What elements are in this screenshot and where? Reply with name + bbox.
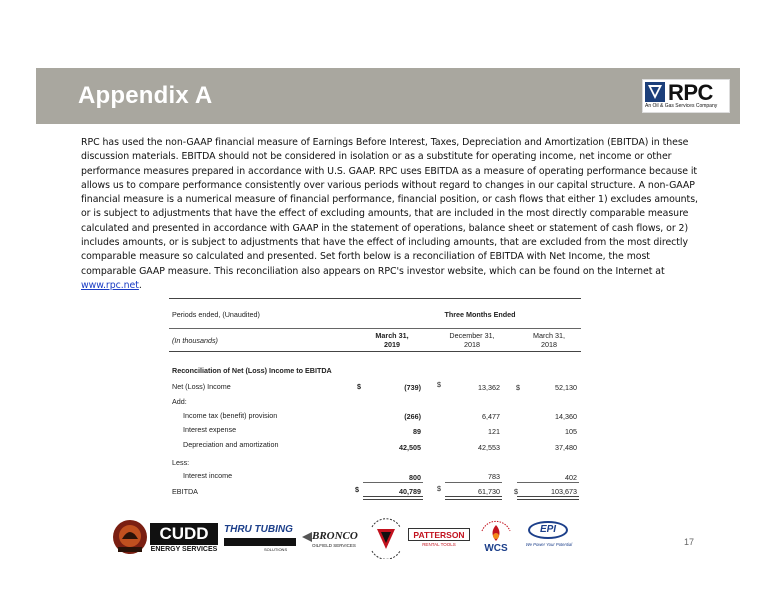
dep-2018q1: 37,480: [555, 443, 577, 452]
currency-symbol: $: [357, 382, 361, 391]
col-3-line2: 2018: [541, 340, 557, 349]
bronco-logo-sub: OILFIELD SERVICES: [312, 543, 356, 548]
tax-2019q1: (266): [404, 412, 421, 421]
interest-income-2019q1: 800: [409, 473, 421, 482]
bronco-logo-text: BRONCO: [312, 530, 358, 542]
paragraph-end: .: [138, 279, 142, 291]
col-2-line1: December 31,: [449, 331, 495, 340]
title-bar: [36, 68, 740, 124]
row-label-depreciation: Depreciation and amortization: [183, 440, 279, 449]
total-double-rule-1: [363, 496, 423, 500]
table-top-rule: [169, 298, 581, 299]
net-income-2018q4: 13,362: [478, 383, 500, 392]
pino-logo: [112, 519, 148, 555]
epi-logo-text: EPI: [528, 521, 568, 539]
row-label-net-income: Net (Loss) Income: [172, 382, 231, 391]
bronco-logo: [302, 530, 366, 552]
patterson-rental-text: PATTERSON: [408, 528, 470, 541]
subtotal-rule-2: [445, 482, 502, 483]
row-label-ebitda: EBITDA: [172, 487, 198, 496]
epi-logo: [520, 521, 578, 555]
group-header: Three Months Ended: [444, 310, 516, 319]
tax-2018q1: 14,360: [555, 412, 577, 421]
currency-symbol: $: [437, 484, 441, 493]
col-1-line2: 2019: [384, 340, 400, 349]
rpc-brand: RPC: [668, 80, 713, 105]
paragraph-text: RPC has used the non-GAAP financial measure of Earnings Before Interest, Taxes, Depreciation and Amortization (EBITDA) in these discussion materials. EBITDA should not be considered in isolation or as a substitute for operating income, net income or other performance measures prepared in accordance with U.S. GAAP. RPC uses EBITDA as a measure of operating performance because it allows us to compare performance consistently over various periods without regard to changes in our capital structure. A non-GAAP financial measure is a numerical measure of financial performance, financial position, or cash flows that either 1) excludes amounts, or is subject to adjustments that have the effect of excluding amounts, that are included in the most directly comparable measure calculated and presented in accordance with GAAP in the statement of operations, balance sheet or statement of cash flows, or 2) includes amounts, or is subject to adjustments that have the effect of including amounts, that are excluded from the most directly comparable measure so calculated and presented. Set forth below is a reconciliation of EBITDA with Net Income, the most comparable GAAP measure. This reconciliation also appears on RPC's investor website, which can be found on the Internet at: [81, 137, 698, 277]
units-label: (In thousands): [172, 336, 218, 345]
section-title: Reconciliation of Net (Loss) Income to EBITDA: [172, 366, 332, 375]
interest-income-2018q4: 783: [488, 472, 500, 481]
bronco-arrow-icon: [302, 532, 312, 542]
thru-tubing-logo-text: THRU TUBING: [224, 524, 293, 535]
rpc-tagline: An Oil & Gas Services Company: [645, 103, 718, 109]
ebitda-2018q1: 103,673: [551, 487, 577, 496]
total-double-rule-2: [445, 496, 502, 500]
add-label: Add:: [172, 397, 187, 406]
body-paragraph: [81, 136, 701, 293]
rpc-logo: [642, 79, 730, 113]
subsidiary-logos: [110, 515, 585, 561]
row-label-tax: Income tax (benefit) provision: [183, 411, 278, 420]
rpc-mark-icon: [645, 82, 665, 102]
dep-2019q1: 42,505: [399, 443, 421, 452]
wcs-logo: [476, 517, 516, 559]
subtotal-rule-1: [363, 482, 423, 483]
tax-2018q4: 6,477: [482, 412, 500, 421]
cudd-logo: [150, 523, 218, 557]
interest-income-2018q1: 402: [565, 473, 577, 482]
thru-tubing-logo: [224, 524, 296, 552]
col-1-line1: March 31,: [375, 331, 409, 340]
col-3-line1: March 31,: [533, 331, 565, 340]
interest-expense-2018q4: 121: [488, 427, 500, 436]
patterson-rental-sub: RENTAL TOOLS: [422, 542, 456, 547]
page-number: 17: [684, 537, 695, 547]
currency-symbol: $: [514, 487, 518, 496]
epi-logo-sub: We Power Your Potential: [525, 542, 573, 547]
cudd-logo-text: CUDD: [150, 523, 218, 545]
interest-expense-2019q1: 89: [413, 427, 421, 436]
ebitda-2019q1: 40,789: [399, 487, 421, 496]
header-bottom-rule: [169, 351, 581, 352]
less-label: Less:: [172, 458, 190, 467]
periods-label: Periods ended, (Unaudited): [172, 310, 260, 319]
subtotal-rule-3: [517, 482, 579, 483]
currency-symbol: $: [355, 485, 359, 494]
col-2-line2: 2018: [464, 340, 480, 349]
ebitda-2018q4: 61,730: [478, 487, 500, 496]
rpc-website-link[interactable]: www.rpc.net: [81, 279, 139, 291]
thru-tubing-bar: [224, 538, 296, 546]
wcs-logo-text: WCS: [484, 543, 508, 554]
net-income-2019q1: (739): [404, 383, 421, 392]
row-label-interest-expense: Interest expense: [183, 425, 237, 434]
currency-symbol: $: [516, 383, 520, 392]
patterson-rental-logo: [408, 528, 470, 550]
thru-tubing-logo-sub: SOLUTIONS: [264, 547, 288, 552]
interest-expense-2018q1: 105: [565, 427, 577, 436]
ebitda-reconciliation-table: [169, 298, 581, 504]
net-income-2018q1: 52,130: [555, 383, 577, 392]
currency-symbol: $: [437, 380, 441, 389]
cudd-logo-sub: ENERGY SERVICES: [150, 546, 218, 553]
page-title: Appendix A: [78, 82, 213, 109]
header-rule: [169, 328, 581, 329]
dep-2018q4: 42,553: [478, 443, 500, 452]
patterson-services-logo: [366, 515, 406, 559]
row-label-interest-income: Interest income: [183, 471, 233, 480]
total-double-rule-3: [517, 496, 579, 500]
